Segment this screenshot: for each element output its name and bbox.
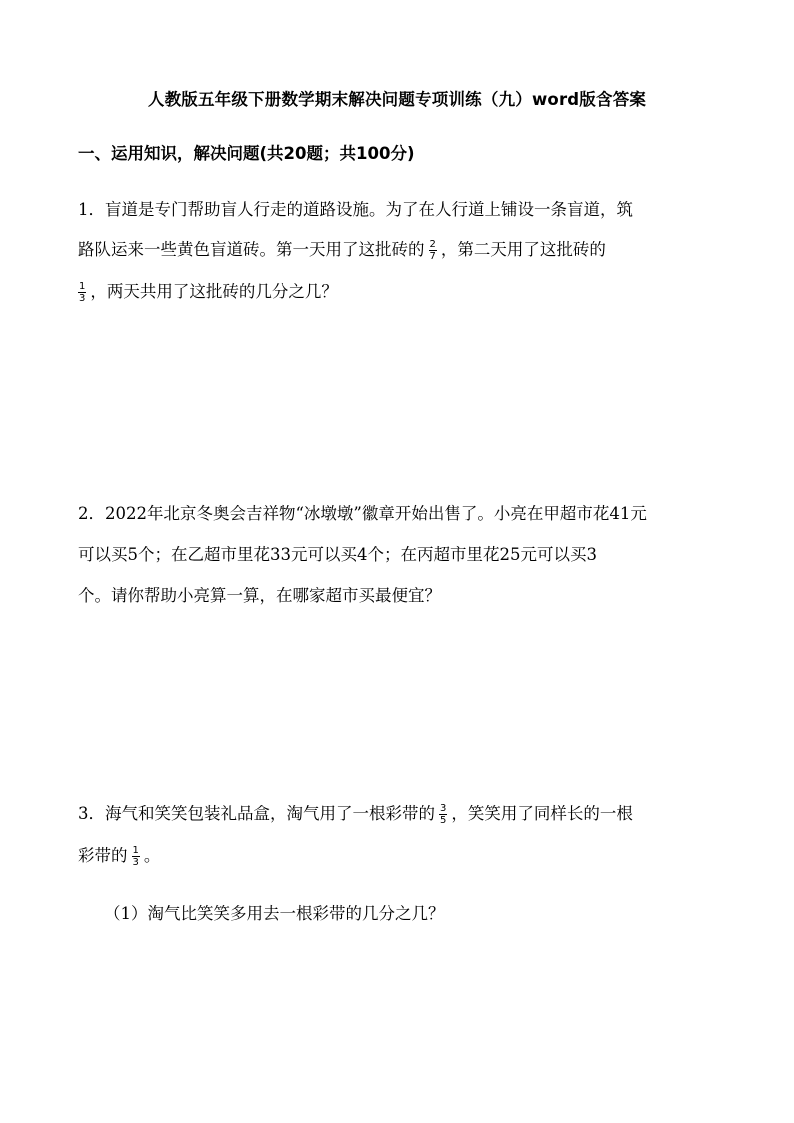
q1-fraction-1 <box>429 239 437 262</box>
q1-line3 <box>74 278 338 304</box>
q3-frac1-num: 3 <box>440 803 447 814</box>
q2-line3: 个。请你帮助小亮算一算，在哪家超市买最便宜？ <box>78 586 441 605</box>
q3-line2-text-b: 。 <box>143 846 161 865</box>
q3-line1-text-b: ，笑笑用了同样长的一根 <box>451 804 633 823</box>
q1-fraction-2 <box>78 281 86 304</box>
q3-line2 <box>78 842 160 868</box>
q3-frac2-num: 1 <box>132 845 139 856</box>
q1-line3-text: ，两天共用了这批砖的几分之几？ <box>90 282 338 301</box>
section-heading: 一、运用知识，解决问题(共20题；共100分) <box>78 144 415 163</box>
q1-line2-text-a: 路队运来一些黄色盲道砖。第一天用了这批砖的 <box>78 240 425 259</box>
q1-frac2-den: 3 <box>79 293 86 304</box>
q3-frac2-den: 3 <box>132 857 139 868</box>
q1-frac1-num: 2 <box>429 239 436 250</box>
q3-line2-text-a: 彩带的 <box>78 846 128 865</box>
q2-line2: 可以买5个；在乙超市里花33元可以买4个；在丙超市里花25元可以买3 <box>78 545 597 564</box>
q3-line1-text-a: 3．海气和笑笑包装礼品盒，淘气用了一根彩带的 <box>78 804 435 823</box>
q3-sub1: （1）淘气比笑笑多用去一根彩带的几分之几？ <box>104 904 445 923</box>
q3-fraction-1 <box>439 803 447 826</box>
document-title: 人教版五年级下册数学期末解决问题专项训练（九）word版含答案 <box>147 90 647 109</box>
q1-frac1-den: 7 <box>429 251 436 262</box>
q1-frac2-num: 1 <box>79 281 86 292</box>
q3-frac1-den: 5 <box>440 815 447 826</box>
q3-fraction-2 <box>132 845 140 868</box>
q2-line1: 2．2022年北京冬奥会吉祥物“冰墩墩”徽章开始出售了。小亮在甲超市花41元 <box>78 504 647 523</box>
q3-line1 <box>78 800 633 826</box>
q1-line1: 1．盲道是专门帮助盲人行走的道路设施。为了在人行道上铺设一条盲道，筑 <box>78 200 633 219</box>
q1-line2-text-b: ，第二天用了这批砖的 <box>440 240 606 259</box>
q1-line2 <box>78 236 606 262</box>
